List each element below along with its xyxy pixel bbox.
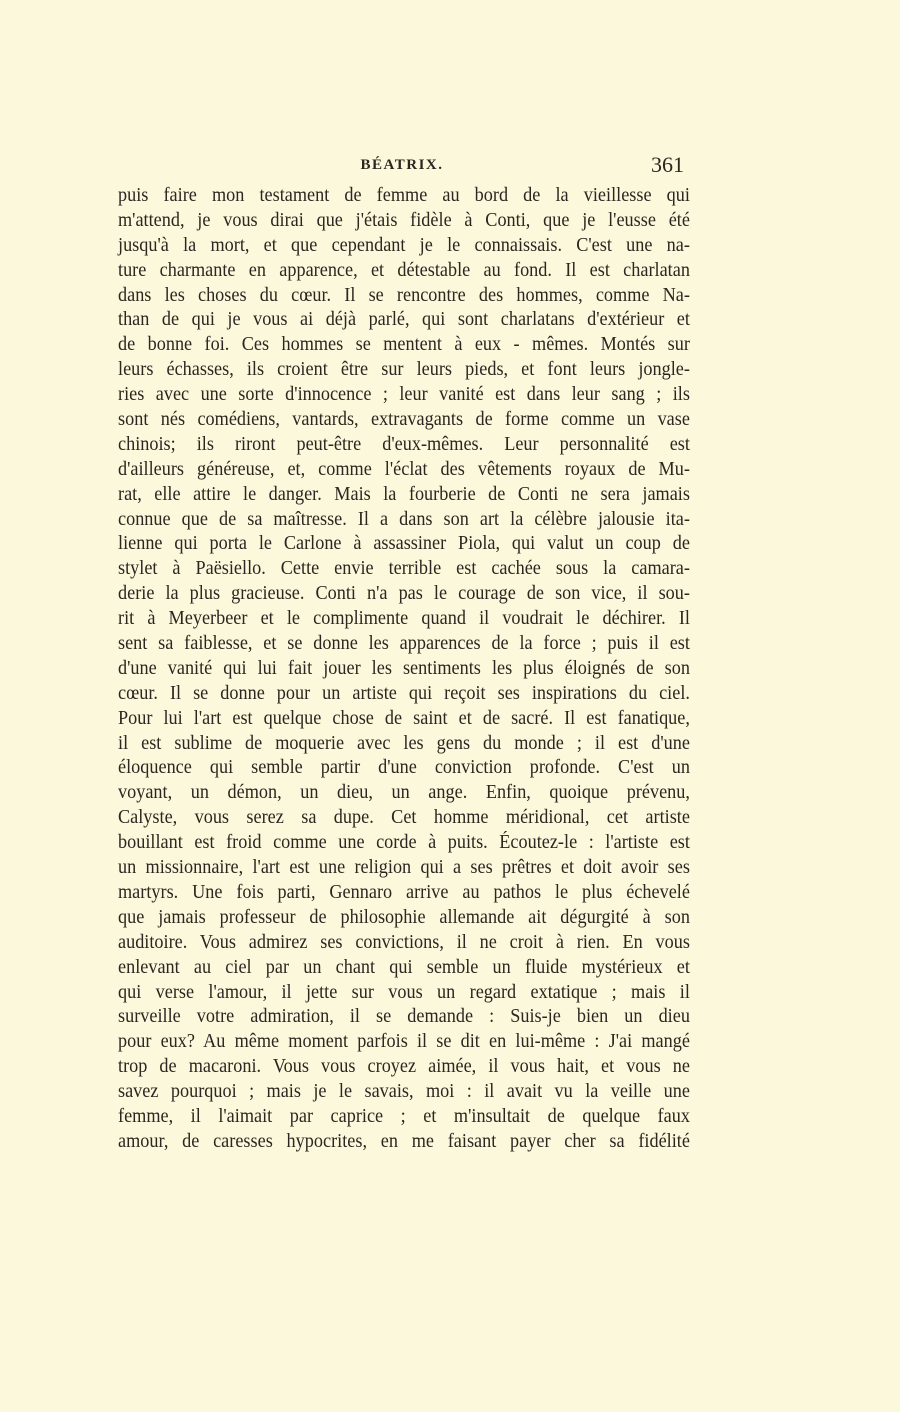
text-line: derie la plus gracieuse. Conti n'a pas le courage de son vice, il sou- xyxy=(118,583,690,605)
text-line: il est sublime de moquerie avec les gens du monde ; il est d'une xyxy=(118,732,690,754)
text-line: sent sa faiblesse, et se donne les apparences de la force ; puis il est xyxy=(118,633,690,655)
text-line: enlevant au ciel par un chant qui semble un fluide mystérieux et xyxy=(118,956,690,978)
text-line: d'une vanité qui lui fait jouer les sentiments les plus éloignés de son xyxy=(118,657,690,679)
text-line: Pour lui l'art est quelque chose de saint et de sacré. Il est fanatique, xyxy=(118,707,690,729)
text-line: pour eux? Au même moment parfois il se dit en lui-même : J'ai mangé xyxy=(118,1031,690,1053)
body-text xyxy=(118,184,690,1155)
text-line: trop de macaroni. Vous vous croyez aimée, il vous hait, et vous ne xyxy=(118,1056,690,1078)
text-line: d'ailleurs généreuse, et, comme l'éclat des vêtements royaux de Mu- xyxy=(118,458,690,480)
text-line: connue que de sa maîtresse. Il a dans son art la célèbre jalousie ita- xyxy=(118,508,690,530)
text-line: femme, il l'aimait par caprice ; et m'insultait de quelque faux xyxy=(118,1105,690,1127)
text-line: stylet à Paësiello. Cette envie terrible est cachée sous la camara- xyxy=(118,558,690,580)
text-line: de bonne foi. Ces hommes se mentent à eux - mêmes. Montés sur xyxy=(118,334,690,356)
text-line: éloquence qui semble partir d'une conviction profonde. C'est un xyxy=(118,757,690,779)
text-line: un missionnaire, l'art est une religion qui a ses prêtres et doit avoir ses xyxy=(118,857,690,879)
text-line: auditoire. Vous admirez ses convictions, il ne croit à rien. En vous xyxy=(118,931,690,953)
text-line: ries avec une sorte d'innocence ; leur vanité est dans leur sang ; ils xyxy=(118,384,690,406)
text-line: lienne qui porta le Carlone à assassiner Piola, qui valut un coup de xyxy=(118,533,690,555)
text-line: chinois; ils riront peut-être d'eux-mêmes. Leur personnalité est xyxy=(118,433,690,455)
text-line: sont nés comédiens, vantards, extravagants de forme comme un vase xyxy=(118,409,690,431)
text-line: que jamais professeur de philosophie allemande ait dégurgité à son xyxy=(118,906,690,928)
text-line: savez pourquoi ; mais je le savais, moi : il avait vu la veille une xyxy=(118,1081,690,1103)
text-line: jusqu'à la mort, et que cependant je le connaissais. C'est une na- xyxy=(118,234,690,256)
text-line: amour, de caresses hypocrites, en me faisant payer cher sa fidélité xyxy=(118,1130,690,1152)
text-line: puis faire mon testament de femme au bord de la vieillesse qui xyxy=(118,185,690,206)
text-line: cœur. Il se donne pour un artiste qui reçoit ses inspirations du ciel. xyxy=(118,682,690,704)
text-line: rat, elle attire le danger. Mais la fourberie de Conti ne sera jamais xyxy=(118,483,690,505)
text-line: qui verse l'amour, il jette sur vous un regard extatique ; mais il xyxy=(118,981,690,1003)
text-line: Calyste, vous serez sa dupe. Cet homme méridional, cet artiste xyxy=(118,807,690,829)
text-line: martyrs. Une fois parti, Gennaro arrive au pathos le plus échevelé xyxy=(118,881,690,903)
text-line: surveille votre admiration, il se demande : Suis-je bien un dieu xyxy=(118,1006,690,1028)
text-line: rit à Meyerbeer et le complimente quand il voudrait le déchirer. Il xyxy=(118,608,690,630)
text-line: m'attend, je vous dirai que j'étais fidèle à Conti, que je l'eusse été xyxy=(118,209,690,231)
page-number: 361 xyxy=(651,152,684,177)
text-line: ture charmante en apparence, et détestable au fond. Il est charlatan xyxy=(118,259,690,281)
text-line: voyant, un démon, un dieu, un ange. Enfin, quoique prévenu, xyxy=(118,782,690,804)
text-line: than de qui je vous ai déjà parlé, qui sont charlatans d'extérieur et xyxy=(118,309,690,331)
page-header xyxy=(120,152,684,178)
running-title: BÉATRIX. xyxy=(360,157,444,173)
text-line: leurs échasses, ils croient être sur leurs pieds, et font leurs jongle- xyxy=(118,359,690,381)
text-line: bouillant est froid comme une corde à puits. Écoutez-le : l'artiste est xyxy=(118,832,690,854)
text-line: dans les choses du cœur. Il se rencontre des hommes, comme Na- xyxy=(118,284,690,306)
